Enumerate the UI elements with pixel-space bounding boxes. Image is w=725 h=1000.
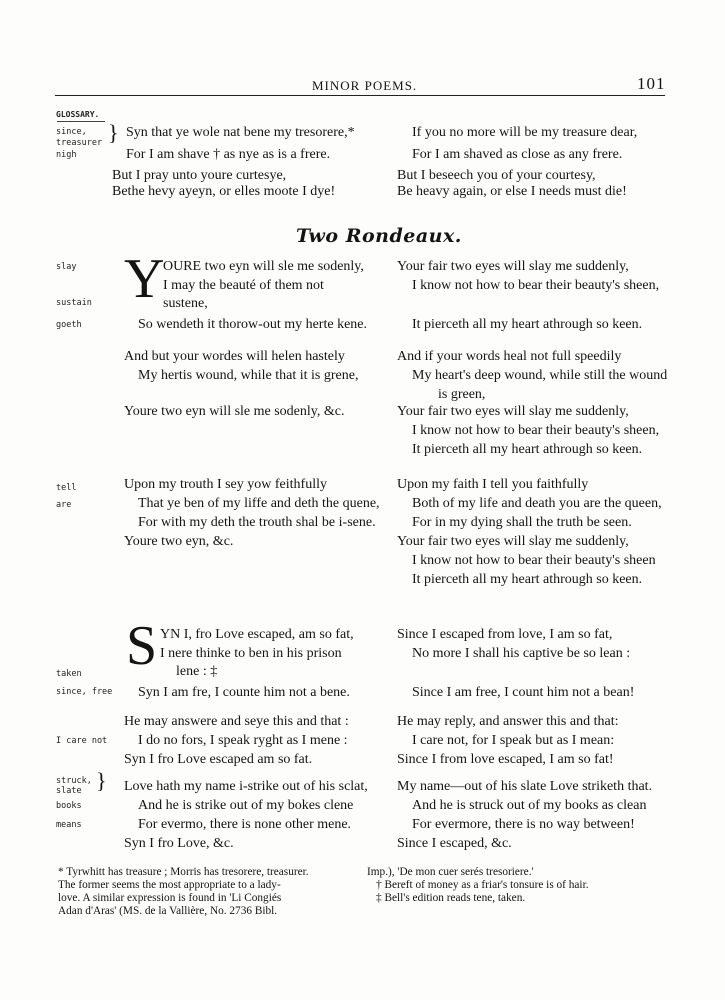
translation-line: Upon my faith I tell you faithfully (397, 477, 589, 492)
verse-line: He may answere and seye this and that : (124, 714, 349, 729)
gloss: goeth (56, 320, 82, 330)
translation-line: Since I escaped, &c. (397, 836, 512, 851)
gloss: books (56, 801, 82, 811)
section-title: Two Rondeaux. (296, 225, 462, 247)
verse-line: For with my deth the trouth shal be i-sene. (138, 515, 376, 530)
verse-line: sustene, (163, 296, 208, 311)
footnote-line: love. A similar expression is found in 'Li Congiés (58, 892, 282, 904)
verse-line: So wendeth it thorow-out my herte kene. (138, 317, 368, 332)
translation-line: Your fair two eyes will slay me suddenly, (397, 259, 629, 274)
translation-line: And if your words heal not full speedily (397, 349, 622, 364)
gloss: treasurer (56, 138, 103, 148)
gloss: taken (56, 669, 82, 679)
verse-line: I nere thinke to ben in his prison (160, 646, 342, 661)
translation-line: For I am shaved as close as any frere. (412, 147, 623, 162)
header-rule (55, 95, 665, 96)
translation-line: Since I from love escaped, I am so fat! (397, 752, 614, 767)
verse-line: I do no fors, I speak ryght as I mene : (138, 733, 348, 748)
translation-line: Your fair two eyes will slay me suddenly, (397, 404, 629, 419)
translation-line: Since I am free, I count him not a bean! (412, 685, 635, 700)
gloss: nigh (56, 150, 77, 160)
page-number: 101 (637, 74, 666, 93)
translation-line: Both of my life and death you are the queen, (412, 496, 662, 511)
gloss: slay (56, 262, 77, 272)
translation-line: No more I shall his captive be so lean : (412, 646, 631, 661)
verse-line: That ye ben of my liffe and deth the quene, (138, 496, 380, 511)
footnote-line: The former seems the most appropriate to a lady- (58, 879, 281, 891)
running-head: MINOR POEMS. (312, 78, 418, 93)
gloss: sustain (56, 298, 92, 308)
translation-line: I know not how to bear their beauty's sheen, (412, 423, 660, 438)
gloss: I care not (56, 736, 108, 746)
translation-line: It pierceth all my heart athrough so keen. (412, 572, 643, 587)
translation-line: I know not how to bear their beauty's sheen (412, 553, 656, 568)
footnote-line: Adan d'Aras' (MS. de la Vallière, No. 2736 Bibl. (58, 905, 278, 917)
footnote-line: Imp.), 'De mon cuer serés tresoriere.' (367, 866, 534, 878)
translation-line: It pierceth all my heart athrough so keen. (412, 442, 643, 457)
translation-line: And he is struck out of my books as clean (412, 798, 647, 813)
glossary-rule (57, 121, 105, 122)
translation-line: Your fair two eyes will slay me suddenly, (397, 534, 629, 549)
gloss: struck, (56, 776, 92, 786)
translation-line: If you no more will be my treasure dear, (412, 125, 638, 140)
translation-line: is green, (438, 387, 486, 402)
verse-line: My hertis wound, while that it is grene, (138, 368, 359, 383)
verse-line: For I am shave † as nye as is a frere. (126, 147, 331, 162)
gloss-brace: } (96, 768, 107, 793)
verse-line: lene : ‡ (176, 664, 218, 679)
verse-line: Youre two eyn will sle me sodenly, &c. (124, 404, 345, 419)
translation-line: My heart's deep wound, while still the wound (412, 368, 668, 383)
translation-line: Be heavy again, or else I needs must die! (397, 184, 627, 199)
gloss: are (56, 500, 72, 510)
verse-line: And he is strike out of my bokes clene (138, 798, 354, 813)
translation-line: He may reply, and answer this and that: (397, 714, 619, 729)
verse-line: Syn I fro Love escaped am so fat. (124, 752, 313, 767)
translation-line: But I beseech you of your courtesy, (397, 168, 596, 183)
translation-line: Since I escaped from love, I am so fat, (397, 627, 613, 642)
footnote-line: ‡ Bell's edition reads tene, taken. (376, 892, 526, 904)
verse-line: Love hath my name i-strike out of his sclat, (124, 779, 368, 794)
verse-line: Syn I fro Love, &c. (124, 836, 234, 851)
translation-line: I know not how to bear their beauty's sheen, (412, 278, 660, 293)
gloss: since, (56, 127, 87, 137)
verse-line: Syn I am fre, I counte him not a bene. (138, 685, 350, 700)
verse-line: YN I, fro Love escaped, am so fat, (160, 627, 354, 642)
translation-line: For evermore, there is no way between! (412, 817, 635, 832)
verse-line: OURE two eyn will sle me sodenly, (163, 259, 364, 274)
translation-line: I care not, for I speak but as I mean: (412, 733, 615, 748)
footnote-line: † Bereft of money as a friar's tonsure is of hair. (376, 879, 589, 891)
drop-cap: Y (124, 248, 165, 310)
verse-line: Bethe hevy ayeyn, or elles moote I dye! (112, 184, 336, 199)
gloss: slate (56, 786, 82, 796)
translation-line: My name—out of his slate Love striketh that. (397, 779, 653, 794)
verse-line: Syn that ye wole nat bene my tresorere,* (126, 125, 355, 140)
verse-line: Youre two eyn, &c. (124, 534, 234, 549)
footnote-line: * Tyrwhitt has treasure ; Morris has tresorere, treasurer. (58, 866, 309, 878)
verse-line: But I pray unto youre curtesye, (112, 168, 287, 183)
verse-line: For evermo, there is none other mene. (138, 817, 352, 832)
gloss-brace: } (108, 120, 119, 145)
verse-line: Upon my trouth I sey yow feithfully (124, 477, 327, 492)
translation-line: It pierceth all my heart athrough so keen. (412, 317, 643, 332)
translation-line: For in my dying shall the truth be seen. (412, 515, 632, 530)
verse-line: And but your wordes will helen hastely (124, 349, 345, 364)
drop-cap: S (126, 615, 158, 677)
gloss: means (56, 820, 82, 830)
verse-line: I may the beauté of them not (163, 278, 324, 293)
glossary-label: GLOSSARY. (56, 110, 100, 119)
gloss: tell (56, 483, 77, 493)
gloss: since, free (56, 687, 113, 697)
